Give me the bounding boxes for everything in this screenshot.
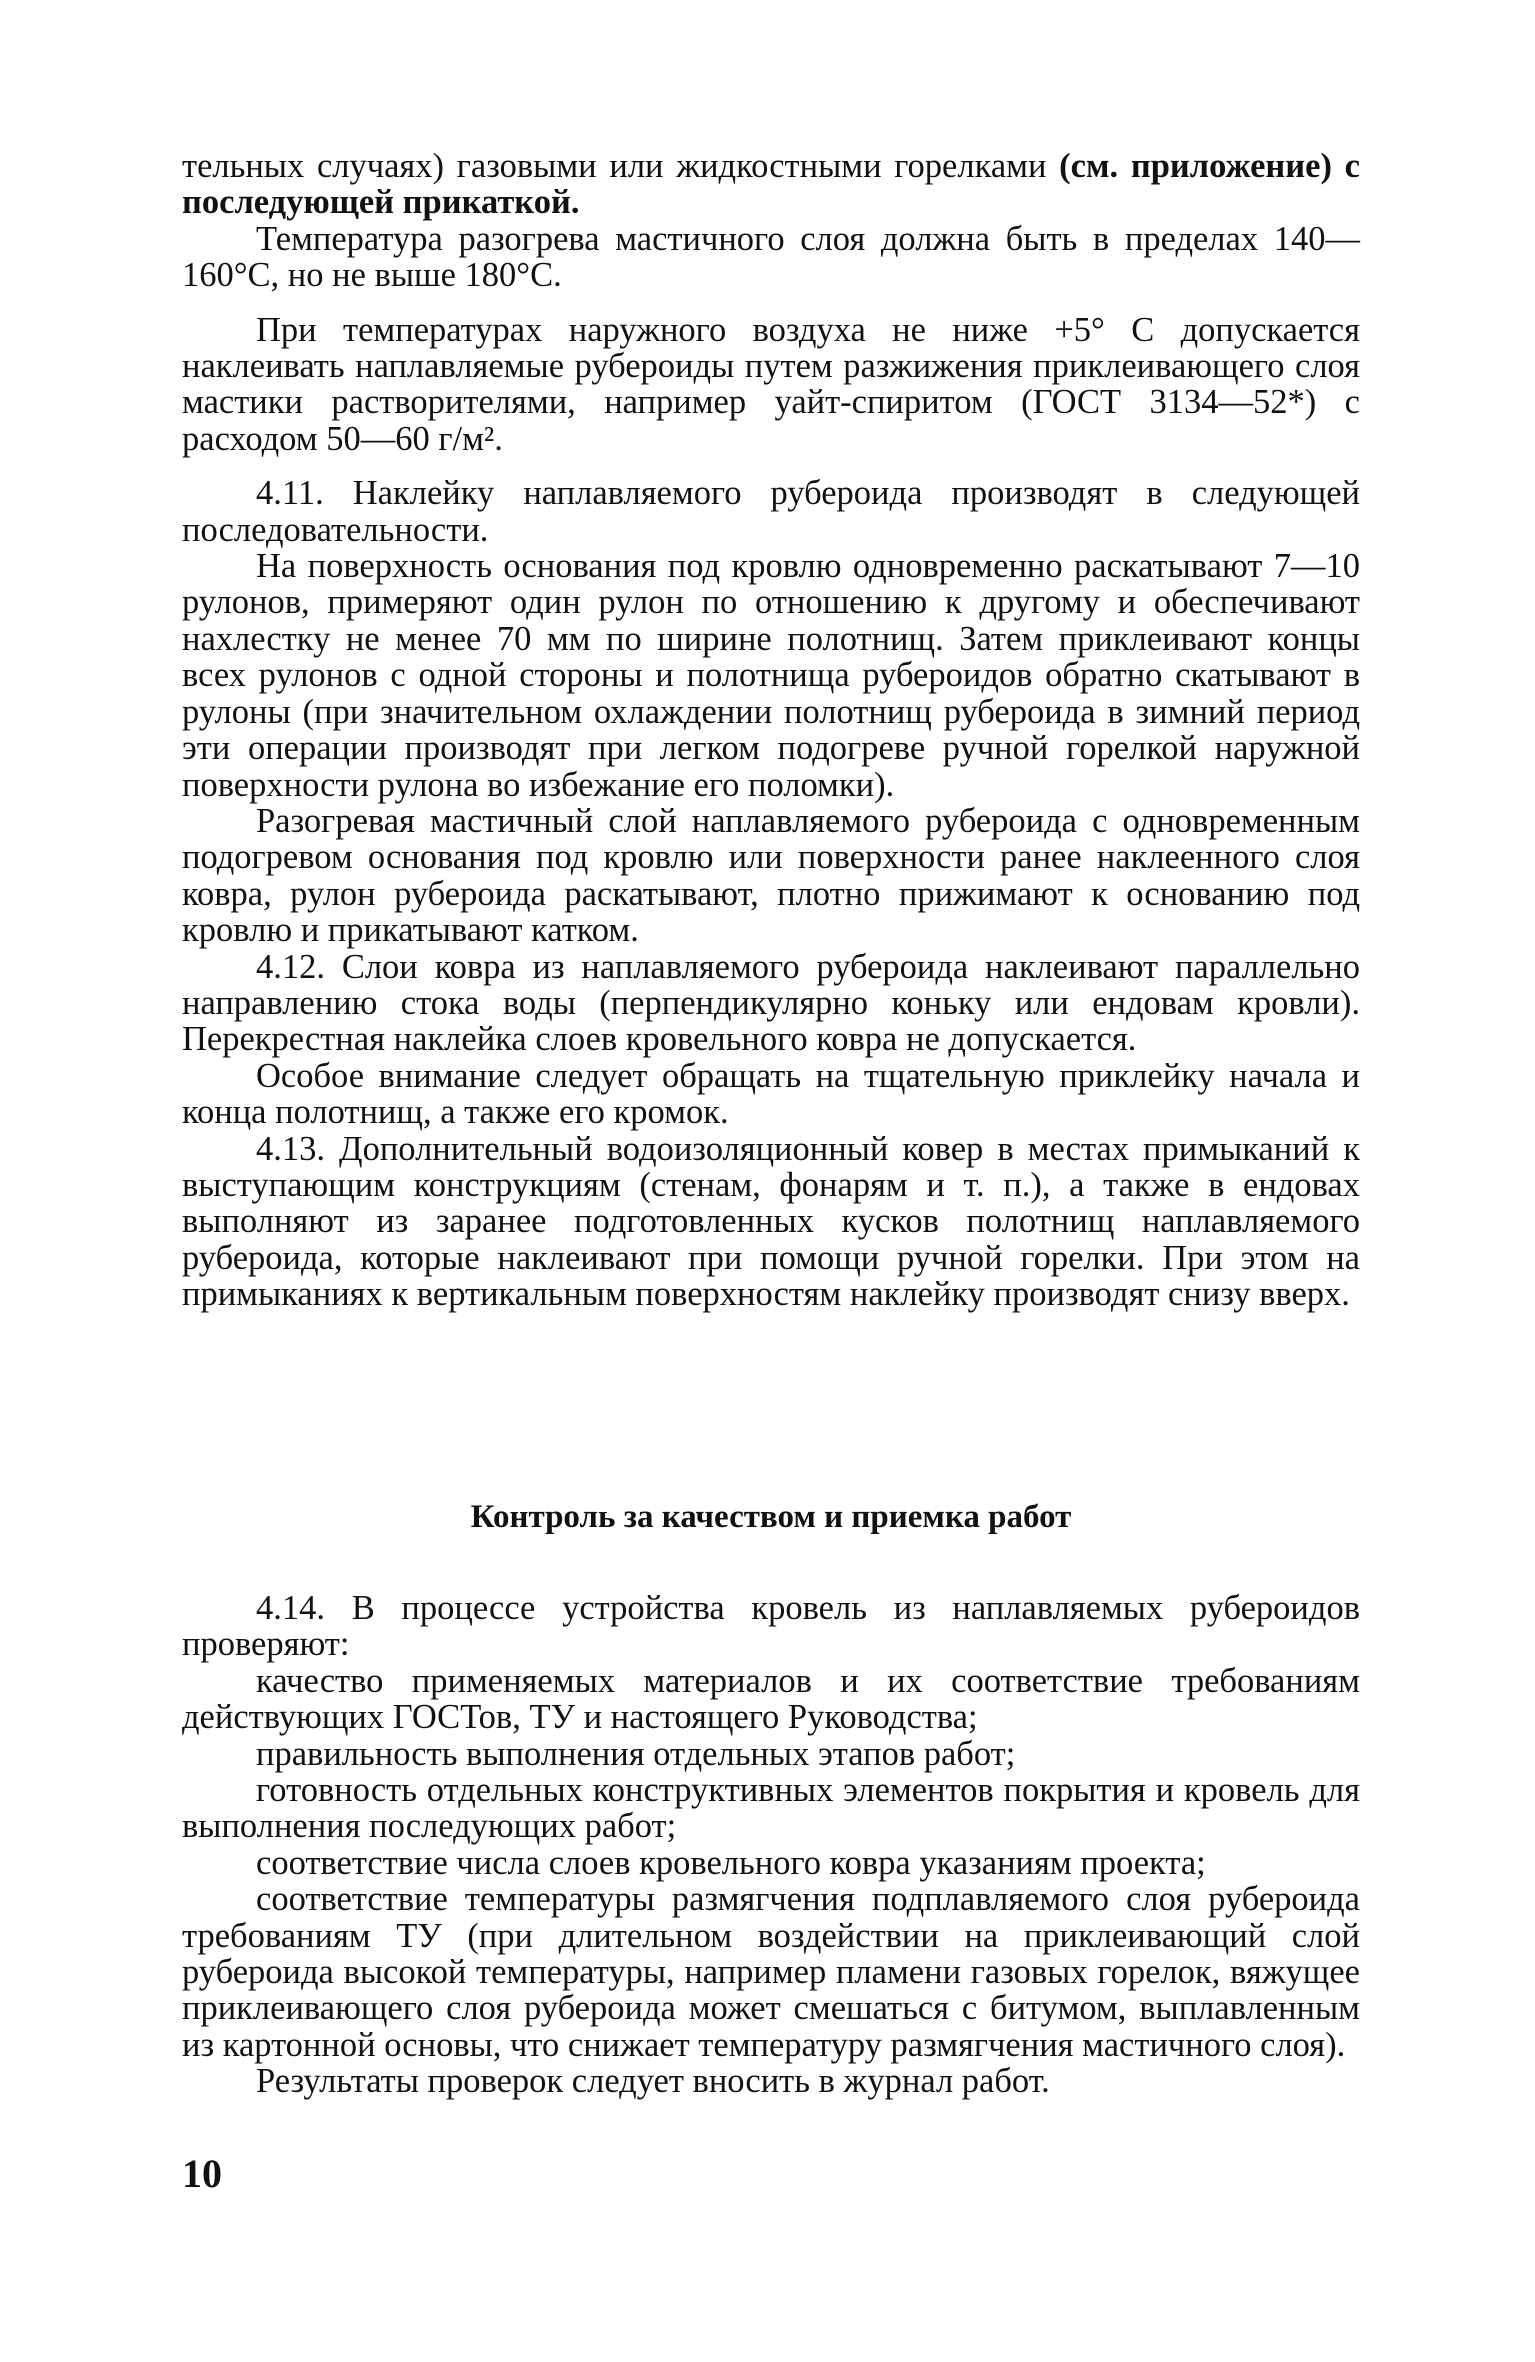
paragraph-attention: Особое внимание следует обращать на тщательную приклейку начала и конца полотнищ, а также его кромок.: [182, 1056, 1360, 1132]
paragraph-continuation: [182, 148, 1360, 221]
page-number: 10: [182, 2151, 222, 2196]
list-item-stages: правильность выполнения отдельных этапов работ;: [256, 1734, 1016, 1773]
paragraph-low-temperature: При температурах наружного воздуха не ниже +5° С допускается наклеивать наплавляемые рубероиды путем разжижения приклеивающего слоя мастики растворителями, например уайт-спиритом (ГОСТ 3134—52*) с расходом 50—60 г/м².: [182, 310, 1360, 458]
body-text-bottom: [182, 1590, 1360, 2100]
paragraph-temperature: Температура разогрева мастичного слоя должна быть в пределах 140—160°С, но не выше 180°С.: [182, 219, 1360, 295]
list-item-softening: соответствие температуры размягчения подплавляемого слоя рубероида требованиям ТУ (при длительном воздействии на приклеивающий слой рубероида высокой температуры, например пламени газовых горелок, вяжущее приклеивающего слоя рубероида может смешаться с битумом, выплавленным из картонной основы, что снижает температуру размягчения мастичного слоя).: [182, 1880, 1360, 2064]
paragraph-heating: Разогревая мастичный слой наплавляемого рубероида с одновременным подогревом основания под кровлю или поверхности ранее наклеенного слоя ковра, рулон рубероида раскатывают, плотно прижимают к основанию под кровлю и прикатывают катком.: [182, 801, 1360, 950]
paragraph-4-13: 4.13. Дополнительный водоизоляционный ковер в местах примыканий к выступающим конструкциям (стенам, фонарям и т. п.), а также в ендовах выполняют из заранее подготовленных кусков полотнищ наплавляемого рубероида, которые наклеивают при помощи ручной горелки. При этом на примыканиях к вертикальным поверхностям наклейку производят снизу вверх.: [182, 1129, 1360, 1314]
body-text-top: [182, 148, 1360, 1313]
paragraph-results: Результаты проверок следует вносить в журнал работ.: [256, 2062, 1050, 2101]
paragraph-4-11: 4.11. Наклейку наплавляемого рубероида производят в следующей последовательности.: [182, 474, 1360, 549]
list-item-materials: качество применяемых материалов и их соответствие требованиям действующих ГОСТов, ТУ и настоящего Руководства;: [182, 1661, 1360, 1737]
list-item-readiness: готовность отдельных конструктивных элементов покрытия и кровель для выполнения последующих работ;: [182, 1771, 1360, 1846]
paragraph-4-14: 4.14. В процессе устройства кровель из наплавляемых рубероидов проверяют:: [182, 1589, 1360, 1664]
section-heading: Контроль за качеством и приемка работ: [470, 1499, 1072, 1535]
paragraph-continuation-normal: тельных случаях) газовыми или жидкостными горелками: [182, 147, 1060, 185]
list-item-layers: соответствие числа слоев кровельного ковра указаниям проекта;: [256, 1843, 1206, 1882]
paragraph-4-12: 4.12. Слои ковра из наплавляемого рубероида наклеивают параллельно направлению стока воды (перпендикулярно коньку или ендовам кровли). Перекрестная наклейка слоев кровельного ковра не допускается.: [182, 947, 1360, 1059]
paragraph-rolling: На поверхность основания под кровлю одновременно раскатывают 7—10 рулонов, примеряют один рулон по отношению к другому и обеспечивают нахлестку не менее 70 мм по ширине полотнищ. Затем приклеивают концы всех рулонов с одной стороны и полотнища рубероидов обратно скатывают в рулоны (при значительном охлаждении полотнищ рубероида в зимний период эти операции производят при легком подогреве ручной горелкой наружной поверхности рулона во избежание его поломки).: [182, 547, 1360, 804]
paragraph-continuation-bold: (см. приложение) с последующей прикаткой.: [182, 147, 1360, 222]
